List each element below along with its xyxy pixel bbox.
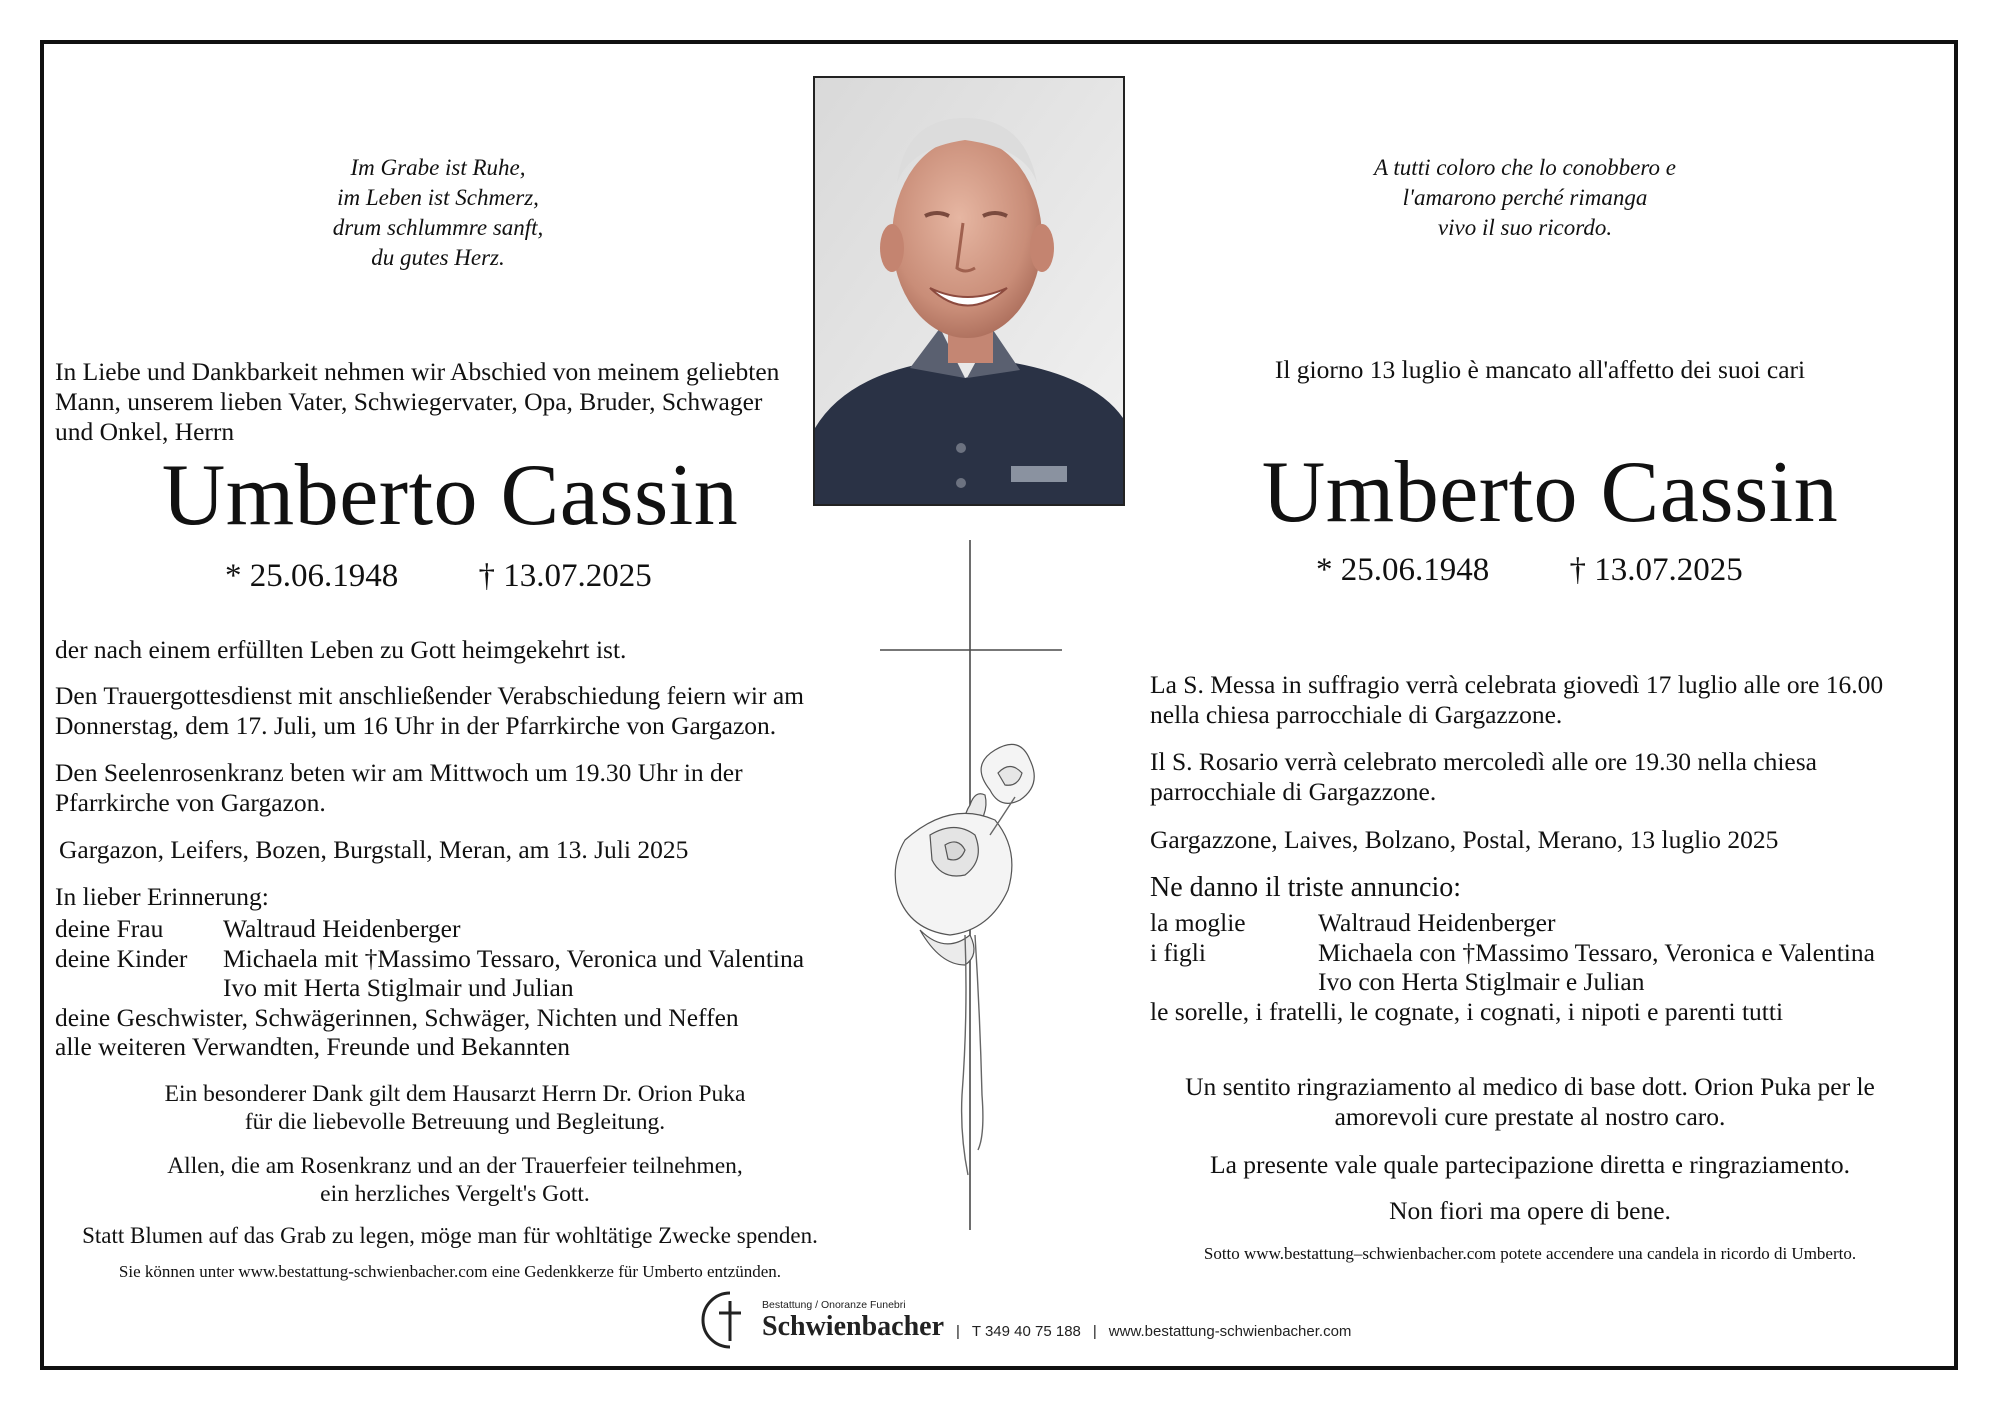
left-returned: der nach einem erfüllten Leben zu Gott heimgekehrt ist. — [55, 635, 627, 664]
portrait-image — [815, 78, 1123, 504]
left-family-wife: deine Frau Waltraud Heidenberger — [55, 914, 461, 943]
left-death-date: † 13.07.2025 — [478, 558, 652, 594]
right-deceased-name: Umberto Cassin — [1261, 444, 1839, 541]
right-family-siblings: le sorelle, i fratelli, le cognate, i cognati, i nipoti e parenti tutti — [1150, 996, 1784, 1026]
right-dates — [1316, 550, 1856, 590]
right-family-wife: la moglie Waltraud Heidenberger — [1150, 908, 1556, 937]
left-funeral: Den Trauergottesdienst mit anschließender Verabschiedung feiern wir am Donnerstag, dem 17. Juli, um 16 Uhr in der Pfarrkirche von Gargazon. — [55, 681, 804, 740]
left-family-siblings: deine Geschwister, Schwägerinnen, Schwäger, Nichten und Neffen — [55, 1002, 739, 1032]
footer-separator: | — [956, 1322, 960, 1340]
right-poem: A tutti coloro che lo conobbero e l'amarono perché rimanga vivo il suo ricordo. — [1374, 155, 1676, 240]
company-subtitle: Bestattung / Onoranze Funebri — [762, 1298, 906, 1311]
company-phone: T 349 40 75 188 — [971, 1322, 1081, 1340]
right-death-date: † 13.07.2025 — [1569, 552, 1743, 588]
right-rosary: Il S. Rosario verrà celebrato mercoledì alle ore 19.30 nella chiesa parrocchiale di Gargazzone. — [1150, 747, 1817, 806]
right-thanks-doctor: Un sentito ringraziamento al medico di base dott. Orion Puka per le amorevoli cure prestate al nostro caro. — [1185, 1072, 1875, 1131]
left-deceased-name: Umberto Cassin — [161, 447, 739, 544]
left-rosary: Den Seelenrosenkranz beten wir am Mittwoch um 19.30 Uhr in der Pfarrkirche von Gargazon. — [55, 758, 743, 817]
left-intro: In Liebe und Dankbarkeit nehmen wir Abschied von meinem geliebten Mann, unserem lieben Vater, Schwiegervater, Opa, Bruder, Schwager und Onkel, Herrn — [55, 357, 780, 446]
company-website: www.bestattung-schwienbacher.com — [1108, 1322, 1352, 1340]
company-name: Schwienbacher — [762, 1310, 944, 1342]
left-poem: Im Grabe ist Ruhe, im Leben ist Schmerz, drum schlummre sanft, du gutes Herz. — [332, 155, 544, 270]
left-family-list — [55, 914, 845, 1062]
left-thanks-all: Allen, die am Rosenkranz und an der Trauerfeier teilnehmen, ein herzliches Vergelt's Gott. — [167, 1153, 743, 1207]
left-candle: Sie können unter www.bestattung-schwienbacher.com eine Gedenkkerze für Umberto entzünden. — [118, 1262, 782, 1281]
left-thanks-doctor: Ein besonderer Dank gilt dem Hausarzt Herrn Dr. Orion Puka für die liebevolle Betreuung und Begleitung. — [164, 1081, 746, 1135]
right-family-children-cont: Ivo con Herta Stiglmair e Julian — [1318, 967, 1645, 996]
left-remembrance-heading: In lieber Erinnerung: — [55, 882, 269, 911]
right-announce-heading: Ne danno il triste annuncio: — [1150, 872, 1462, 903]
left-dates — [225, 556, 745, 596]
right-mass: La S. Messa in suffragio verrà celebrata giovedì 17 luglio alle ore 16.00 nella chiesa parrocchiale di Gargazzone. — [1150, 670, 1884, 729]
logo-cross-icon — [700, 1289, 758, 1351]
left-family-others: alle weiteren Verwandten, Freunde und Bekannten — [55, 1032, 571, 1061]
cross-with-roses-icon — [850, 535, 1090, 1235]
right-place-date: Gargazzone, Laives, Bolzano, Postal, Merano, 13 luglio 2025 — [1150, 825, 1779, 854]
footer-separator: | — [1092, 1322, 1097, 1340]
left-family-children: deine Kinder Michaela mit †Massimo Tessaro, Veronica und Valentina — [55, 943, 805, 973]
logo-text — [762, 1299, 944, 1342]
portrait-photo — [813, 76, 1125, 506]
left-birth-date: * 25.06.1948 — [225, 558, 399, 594]
right-birth-date: * 25.06.1948 — [1316, 552, 1490, 588]
funeral-home-logo — [700, 1285, 1351, 1355]
left-flowers: Statt Blumen auf das Grab zu legen, möge man für wohltätige Zwecke spenden. — [82, 1223, 818, 1248]
left-family-children-cont: Ivo mit Herta Stiglmair und Julian — [223, 973, 574, 1002]
left-place-date: Gargazon, Leifers, Bozen, Burgstall, Meran, am 13. Juli 2025 — [59, 835, 689, 864]
right-intro: Il giorno 13 luglio è mancato all'affetto dei suoi cari — [1274, 355, 1806, 384]
right-family-list — [1150, 908, 1930, 1026]
right-no-flowers: Non fiori ma opere di bene. — [1389, 1196, 1671, 1225]
right-candle: Sotto www.bestattung–schwienbacher.com potete accendere una candela in ricordo di Umberto. — [1203, 1244, 1857, 1263]
right-family-children: i figli Michaela con †Massimo Tessaro, Veronica e Valentina — [1150, 937, 1875, 967]
right-participation: La presente vale quale partecipazione diretta e ringraziamento. — [1210, 1150, 1850, 1179]
